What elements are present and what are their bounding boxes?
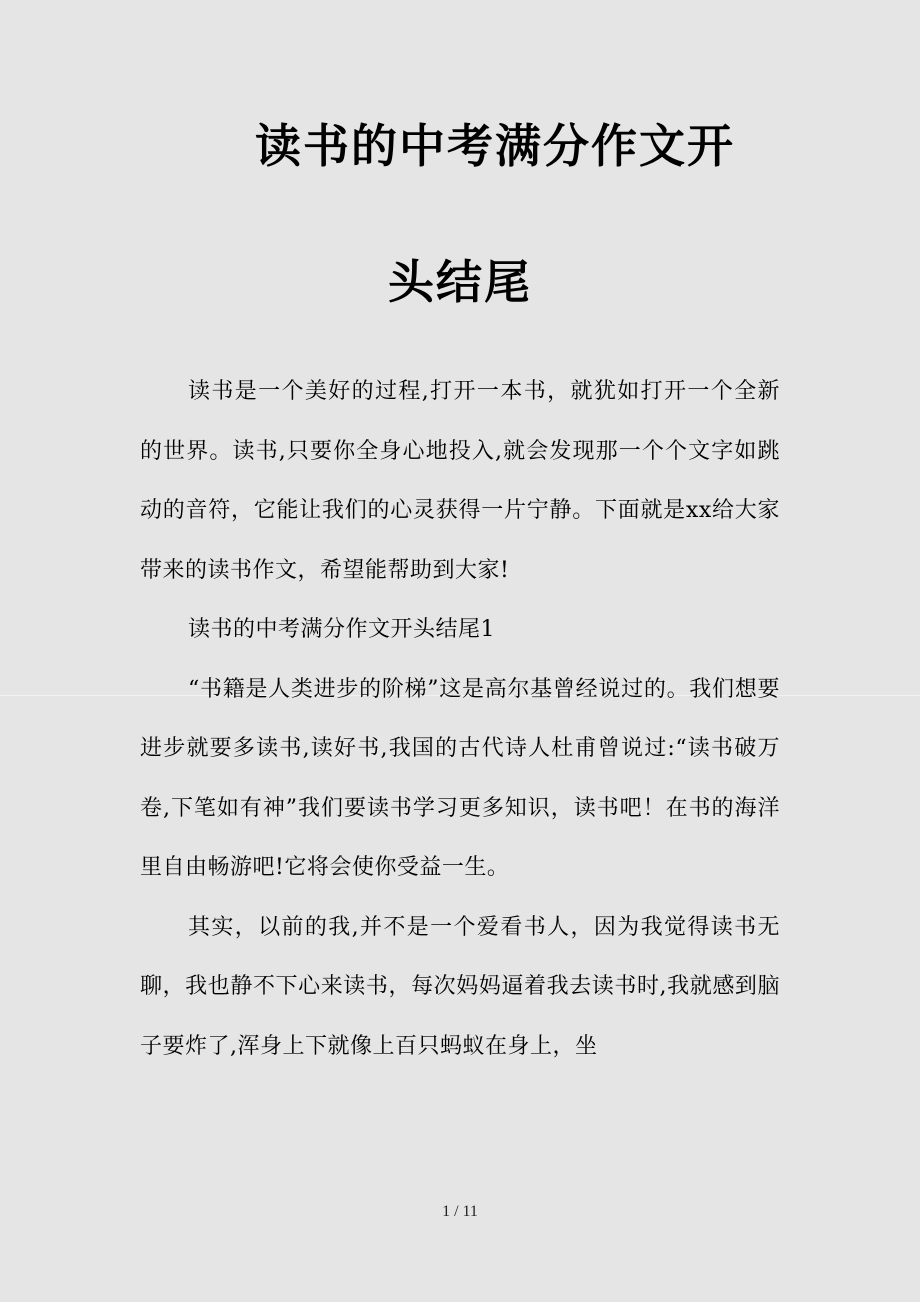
page-number: 1 / 11 bbox=[442, 1203, 478, 1220]
body-paragraph: “书籍是人类进步的阶梯”这是高尔基曾经说过的。我们想要进步就要多读书,读好书,我国的古代诗人杜甫曾说过:“读书破万卷,下笔如有神”我们要读书学习更多知识，读书吧！在书的海洋里自由畅游吧!它将会使你受益一生。 bbox=[140, 676, 780, 880]
document-title-line-2: 头结尾 bbox=[388, 255, 532, 309]
document-body bbox=[140, 362, 780, 1076]
section-heading: 读书的中考满分作文开头结尾1 bbox=[188, 617, 495, 642]
document-title-line-1: 读书的中考满分作文开 bbox=[255, 119, 735, 173]
body-paragraph: 其实，以前的我,并不是一个爱看书人，因为我觉得读书无聊，我也静不下心来读书，每次妈妈逼着我去读书时,我就感到脑子要炸了,浑身上下就像上百只蚂蚁在身上，坐 bbox=[140, 914, 780, 1059]
intro-paragraph: 读书是一个美好的过程,打开一本书，就犹如打开一个全新的世界。读书,只要你全身心地投入,就会发现那一个个文字如跳动的音符，它能让我们的心灵获得一片宁静。下面就是xx给大家带来的读书作文，希望能帮助到大家! bbox=[140, 379, 780, 583]
